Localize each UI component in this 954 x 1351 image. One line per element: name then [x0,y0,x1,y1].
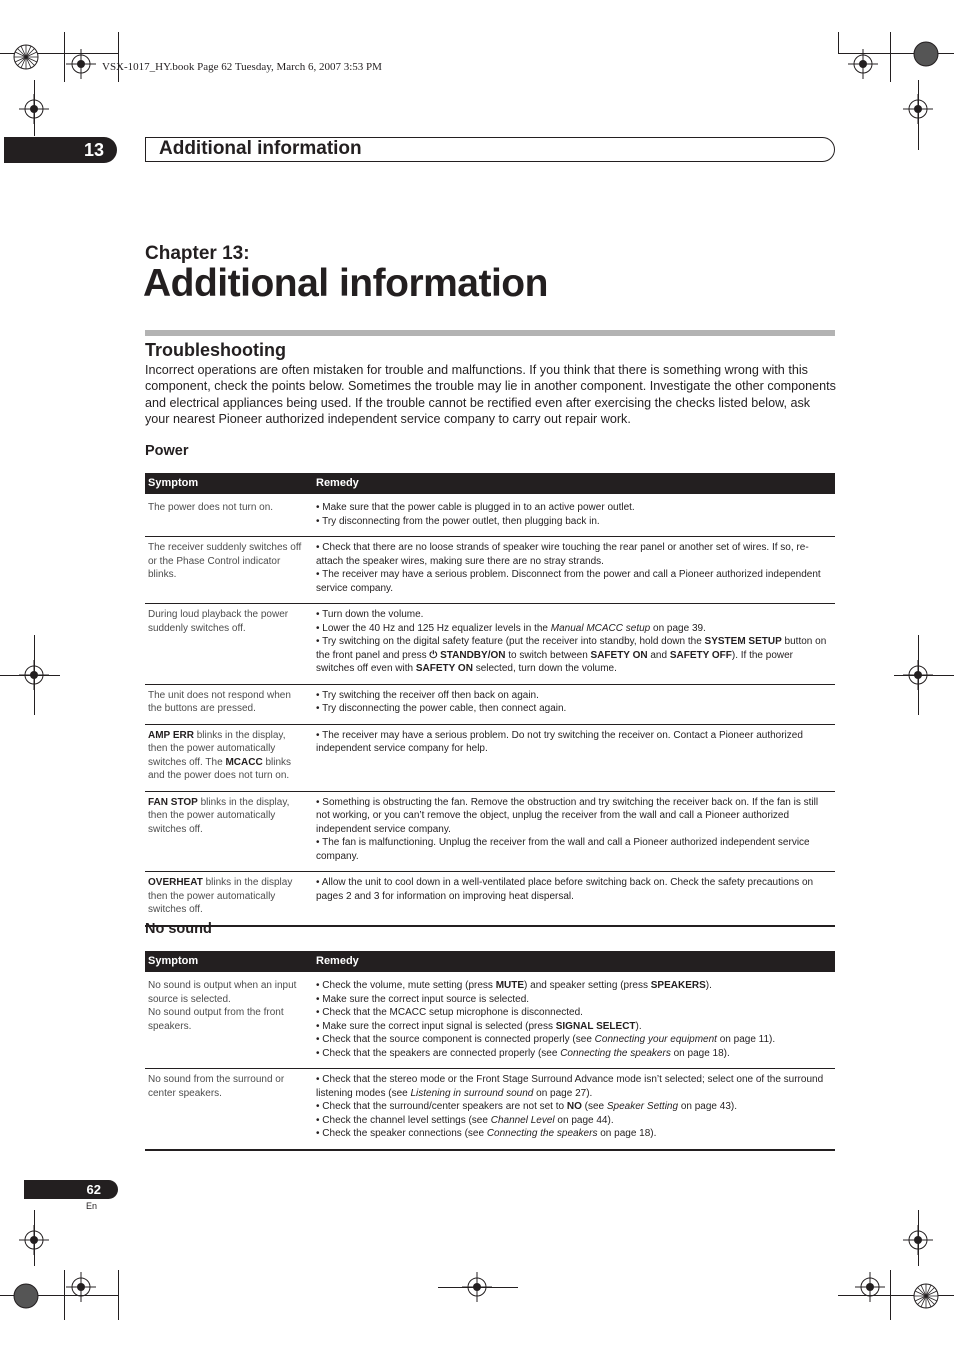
print-header: VSX-1017_HY.book Page 62 Tuesday, March 6, 2007 3:53 PM [102,61,382,73]
chapter-label: Chapter 13: [145,243,250,264]
text-run: on page 43). [678,1101,737,1112]
remedy-line [316,541,832,568]
remedy-line [316,1033,832,1047]
text-run: • The receiver may have a serious problem. Disconnect from the power and call a Pioneer authorized independent service company. [316,569,821,594]
remedy-line [316,689,832,703]
text-run: • Lower the 40 Hz and 125 Hz equalizer levels in the [316,622,551,634]
symptom-cell [145,1069,313,1150]
symptom-cell [145,724,313,791]
text-run: SPEAKERS [650,980,706,991]
table-row [145,494,835,537]
text-run: • Check the channel level settings (see [316,1114,491,1126]
symptom-header: Symptom [145,951,313,972]
remedy-cell [313,494,835,537]
registration-mark-icon [460,1270,494,1304]
no-sound-table-body [145,972,835,1150]
text-run: blinks in the display then the power automatically switches off. [148,877,293,915]
text-run: on page 18). [670,1047,730,1059]
page-title: Additional information [143,262,548,305]
text-run: During loud playback the power suddenly switches off. [148,609,289,634]
remedy-cell [313,972,835,1069]
page-number: 62 [24,1180,118,1199]
remedy-line [316,1114,832,1128]
text-run: on page 44). [554,1114,614,1126]
text-run: ⏻ STANDBY/ON [429,649,506,661]
text-run: SAFETY OFF [669,649,732,661]
symptom-line [148,876,307,917]
remedy-line [316,1020,832,1034]
page-language: En [86,1201,98,1211]
symptom-line [148,796,307,837]
text-run: SAFETY ON [415,663,473,674]
text-run: • Check that the source component is connected properly (see [316,1034,595,1045]
text-run: Connecting the speakers [486,1128,598,1139]
remedy-line [316,1047,832,1061]
text-run: AMP ERR [148,729,194,741]
text-run: blinks in the display, then the power automatically switches off. The [148,729,286,768]
remedy-line [316,729,832,756]
registration-mark-icon [64,47,98,81]
symptom-cell [145,537,313,604]
registration-mark-icon [17,92,51,126]
text-run: • Try disconnecting from the power outlet, then plugging back in. [316,515,600,527]
text-run: NO [566,1101,582,1112]
power-subtitle: Power [145,443,189,459]
table-row [145,684,835,724]
table-row [145,791,835,872]
text-run: • The fan is malfunctioning. Unplug the receiver from the wall and call a Pioneer authorized independent service company. [316,837,810,862]
text-run: • Make sure that the power cable is plugged in to an active power outlet. [316,502,635,513]
remedy-line [316,515,832,529]
text-run: (see [581,1101,607,1112]
text-run: on page 39. [650,622,706,634]
remedy-line [316,608,832,622]
remedy-cell [313,872,835,926]
symptom-header: Symptom [145,473,313,494]
remedy-cell [313,537,835,604]
symptom-line [148,1006,307,1033]
text-run: • Check that there are no loose strands of speaker wire touching the rear panel or another set of wires. If so, re-attach the speaker wires, making sure there are no stray strands. [316,542,809,567]
text-run: SIGNAL SELECT [555,1020,636,1032]
table-row [145,872,835,926]
remedy-cell [313,684,835,724]
text-run: Connecting the speakers [560,1047,671,1059]
no-sound-subtitle: No sound [145,921,212,937]
table-row [145,724,835,791]
registration-mark-icon [846,47,880,81]
text-run: MUTE [495,980,525,991]
remedy-line [316,635,832,676]
remedy-line [316,568,832,595]
text-run: ). [635,1020,642,1032]
text-run: ) and speaker setting (press [524,980,651,991]
remedy-line [316,796,832,837]
remedy-header: Remedy [313,951,835,972]
text-run: • Make sure the correct input source is selected. [316,993,530,1005]
registration-mark-icon [901,658,935,692]
symptom-line [148,541,307,582]
symptom-cell [145,791,313,872]
remedy-line [316,1127,832,1141]
text-run: • Check the volume, mute setting (press [316,980,496,991]
remedy-line [316,1100,832,1114]
remedy-line [316,702,832,716]
symptom-line [148,608,307,635]
symptom-line [148,729,307,783]
text-run: Channel Level [490,1114,555,1126]
text-run: Speaker Setting [606,1101,679,1112]
symptom-cell [145,684,313,724]
table-header-row [145,951,835,972]
text-run: • Try disconnecting the power cable, then connect again. [316,703,567,714]
text-run: • Turn down the volume. [316,609,424,620]
section-divider [145,330,835,336]
text-run: to switch between [505,649,591,661]
text-run: ). If the power switches off even with [316,649,794,674]
table-row [145,604,835,685]
text-run: and [647,649,670,661]
text-run: No sound is output when an input source is selected. [148,980,297,1005]
text-run: No sound from the surround or center speakers. [148,1074,285,1099]
remedy-line [316,993,832,1007]
remedy-cell [313,791,835,872]
remedy-cell [313,604,835,685]
text-run: • Check the speaker connections (see [316,1128,487,1139]
text-run: button on the front panel and press [316,636,827,661]
remedy-cell [313,1069,835,1150]
registration-mark-icon [17,658,51,692]
registration-mark-icon [901,92,935,126]
remedy-line [316,1073,832,1100]
text-run: • Something is obstructing the fan. Remove the obstruction and try switching the receiver back on. If the fan is still not working, or you can’t remove the object, unplug the receiver from the wall and call a Pioneer authorized independent service company. [316,796,819,835]
text-run: Manual MCACC setup [550,622,651,634]
intro-paragraph: Incorrect operations are often mistaken for trouble and malfunctions. If you think that there is something wrong with this component, check the points below. Sometimes the trouble may lie in another component. Investigate the other components and electrical appliances being used. If the trouble cannot be rectified even after exercising the checks listed below, ask your nearest Pioneer authorized independent service company to carry out repair work. [145,363,836,426]
text-run: ). [705,980,712,991]
chapter-number-tab: 13 [4,137,117,163]
text-run: on page 27). [533,1087,593,1099]
text-run: • Make sure the correct input signal is selected (press [316,1020,556,1032]
text-run: • Check that the MCACC setup microphone is disconnected. [316,1007,583,1018]
text-run: • Try switching on the digital safety feature (put the receiver into standby, hold down the [316,636,705,647]
running-header-title: Additional information [159,138,362,159]
text-run: FAN STOP [148,796,198,808]
symptom-line [148,979,307,1006]
text-run: on page 18). [597,1128,657,1139]
color-bar-icon [913,41,939,67]
table-row [145,1069,835,1150]
table-row [145,972,835,1069]
symptom-line [148,1073,307,1100]
registration-mark-icon [17,1223,51,1257]
text-run: • Try switching the receiver off then back on again. [316,689,539,701]
section-title: Troubleshooting [145,340,286,360]
text-run: blinks in the display, then the power automatically switches off. [148,796,290,835]
text-run: Listening in surround sound [410,1087,534,1099]
power-table [145,473,835,927]
remedy-header: Remedy [313,473,835,494]
remedy-line [316,876,832,903]
text-run: The receiver suddenly switches off or the Phase Control indicator blinks. [148,542,302,580]
symptom-line [148,501,307,515]
text-run: No sound output from the front speakers. [148,1007,284,1032]
text-run: MCACC [225,756,263,768]
registration-mark-icon [853,1270,887,1304]
symptom-line [148,689,307,716]
remedy-line [316,1006,832,1020]
table-row [145,537,835,604]
text-run: OVERHEAT [148,877,203,888]
text-run: The power does not turn on. [148,502,274,513]
text-run: • Allow the unit to cool down in a well-ventilated place before switching back on. Check the safety precautions on pages 2 and 3 for information on improving heat dispersal. [316,877,814,902]
text-run: SYSTEM SETUP [704,636,782,647]
remedy-cell [313,724,835,791]
color-bar-icon [13,44,39,70]
text-run: • The receiver may have a serious problem. Do not try switching the receiver on. Contact a Pioneer authorized independent service company for help. [316,729,803,754]
symptom-cell [145,872,313,926]
no-sound-table [145,951,835,1151]
text-run: selected, turn down the volume. [472,663,617,674]
text-run: • Check that the stereo mode or the Front Stage Surround Advance mode isn’t selected; select one of the surround listening modes (see [316,1074,824,1099]
remedy-line [316,501,832,515]
symptom-cell [145,494,313,537]
power-table-body [145,494,835,926]
text-run: • Check that the speakers are connected properly (see [316,1047,561,1059]
symptom-cell [145,604,313,685]
table-header-row [145,473,835,494]
text-run: Connecting your equipment [594,1034,717,1045]
color-bar-icon [913,1283,939,1309]
text-run: SAFETY ON [590,649,648,661]
color-bar-icon [13,1283,39,1309]
registration-mark-icon [901,1223,935,1257]
text-run: • Check that the surround/center speakers are not set to [316,1101,567,1112]
registration-mark-icon [64,1270,98,1304]
text-run: on page 11). [716,1034,776,1045]
text-run: The unit does not respond when the buttons are pressed. [148,689,291,714]
text-run: blinks and the power does not turn on. [148,756,292,781]
remedy-line [316,622,832,636]
remedy-line [316,836,832,863]
symptom-cell [145,972,313,1069]
remedy-line [316,979,832,993]
